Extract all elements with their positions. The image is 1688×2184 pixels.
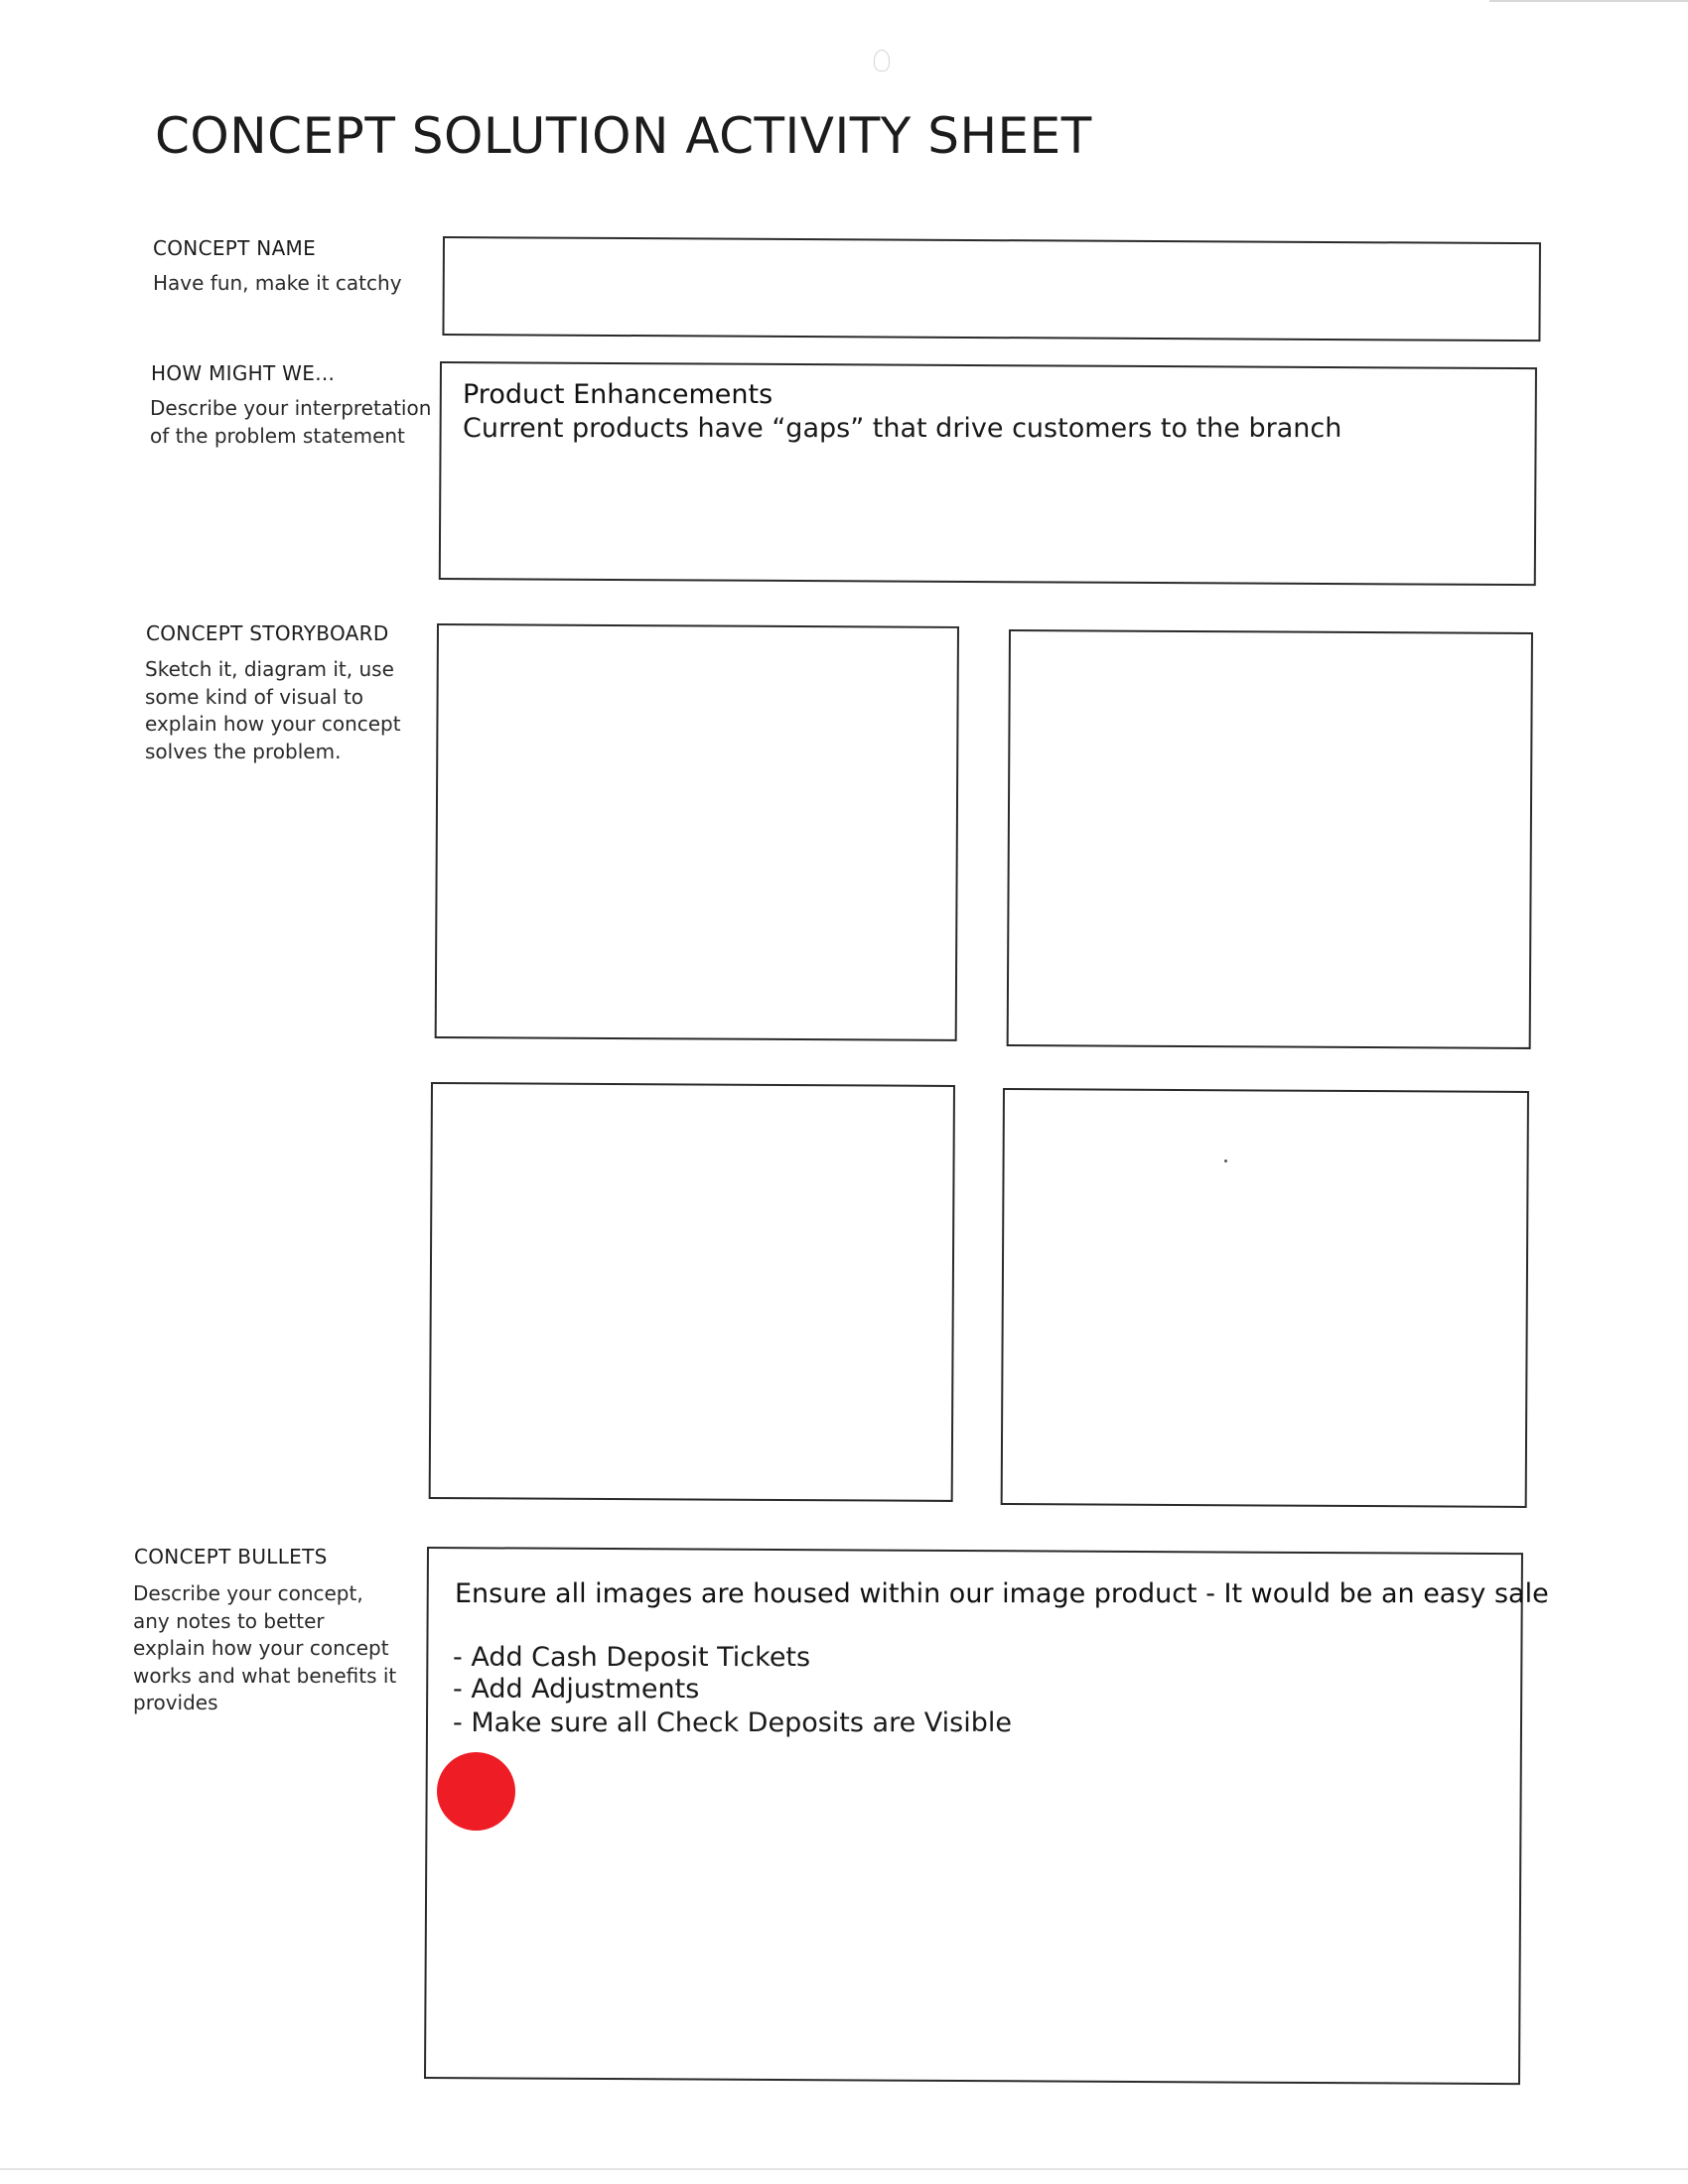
storyboard-panel-3[interactable] [429,1082,955,1502]
bullets-description: Describe your concept, any notes to better explain how your concept works and what benefits it provides [133,1581,397,1714]
storyboard-panel-1[interactable] [435,623,959,1041]
bullets-box[interactable] [424,1547,1523,2085]
scan-edge-bottom [0,2168,1688,2170]
scan-edge-top [1489,0,1688,2]
how-might-we-heading: HOW MIGHT WE... [151,361,336,385]
scan-speck-mark [874,50,890,71]
bullets-heading: CONCEPT BULLETS [134,1545,328,1569]
concept-name-description: Have fun, make it catchy [153,271,402,295]
page-title: CONCEPT SOLUTION ACTIVITY SHEET [155,107,1092,165]
bullets-main-statement: Ensure all images are housed within our image product - It would be an easy sale [455,1578,1549,1609]
how-might-we-description: Describe your interpretation of the problem statement [150,396,432,448]
how-might-we-text: Current products have “gaps” that drive customers to the branch [463,413,1342,444]
how-might-we-title: Product Enhancements [463,379,774,410]
scan-dust-dot [1224,1160,1227,1162]
bullet-item-1: - Add Cash Deposit Tickets [453,1642,811,1673]
storyboard-heading: CONCEPT STORYBOARD [146,621,389,645]
concept-name-box[interactable] [442,236,1541,341]
storyboard-panel-2[interactable] [1007,629,1533,1049]
storyboard-description: Sketch it, diagram it, use some kind of visual to explain how your concept solves the problem. [145,657,401,763]
red-dot-sticker [437,1752,515,1831]
bullet-item-2: - Add Adjustments [453,1674,700,1705]
bullet-item-3: - Make sure all Check Deposits are Visible [453,1707,1012,1738]
concept-name-heading: CONCEPT NAME [153,236,317,260]
storyboard-panel-4[interactable] [1001,1088,1529,1508]
